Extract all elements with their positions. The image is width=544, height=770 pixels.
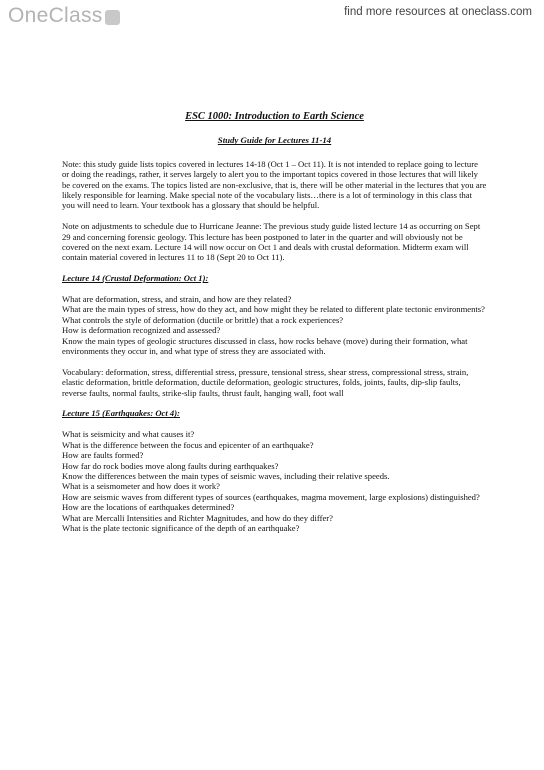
question-item: How are faults formed? [62,450,144,461]
resources-link[interactable]: find more resources at oneclass.com [344,6,532,18]
lecture-14-heading: Lecture 14 (Crustal Deformation: Oct 1): [62,273,209,284]
question-item: Know the main types of geologic structures discussed in class, how rocks behave (move) during their formation, what environments they occur in, and what type of stress they are associated with. [62,335,468,357]
logo-badge-icon [105,10,120,25]
question-item: What is seismicity and what causes it? [62,429,195,440]
document-title: ESC 1000: Introduction to Earth Science [185,111,364,122]
question-item: Know the differences between the main types of seismic waves, including their relative speeds. [62,470,390,481]
site-header [0,0,544,30]
resources-banner [344,6,532,18]
question-item: What is the plate tectonic significance of the depth of an earthquake? [62,522,300,533]
question-item: How is deformation recognized and assessed? [62,325,221,336]
oneclass-logo[interactable] [8,4,120,28]
question-item: What controls the style of deformation (ductile or brittle) that a rock experiences? [62,314,344,325]
lecture-14-questions [62,294,487,356]
schedule-adjustment-note: Note on adjustments to schedule due to Hurricane Jeanne: The previous study guide listed lecture 14 as occurring on Sept 29 and concerning forensic geology. This lecture has been postponed to later in the quarter and will obviously not be covered on the next exam. Lecture 14 will now occur on Oct 1 and deals with crustal deformation. Midterm exam will contain material covered in lectures 11 to 18 (Sept 20 to Oct 11). [62,221,481,263]
intro-note: Note: this study guide lists topics covered in lectures 14-18 (Oct 1 – Oct 11). It is not intended to replace going to lecture or doing the readings, rather, it serves largely to alert you to the important topics covered in those lectures that will likely be covered on the exams. The topics listed are non-exclusive, that is, there will be other material in the lectures that you are likely responsible for learning. Make special note of the vocabulary lists…there is a lot of terminology in this class that you will need to learn. Your textbook has a glossary that should be helpful. [62,158,487,211]
question-item: What is a seismometer and how does it work? [62,481,220,492]
lecture-15-questions [62,429,487,533]
question-item: What are the main types of stress, how do they act, and how might they be related to different plate tectonic environments? [62,304,485,315]
question-item: What are Mercalli Intensities and Richter Magnitudes, and how do they differ? [62,512,333,523]
question-item: What are deformation, stress, and strain, and how are they related? [62,294,292,305]
question-item: How are the locations of earthquakes determined? [62,502,235,513]
lecture-15-heading: Lecture 15 (Earthquakes: Oct 4): [62,408,180,419]
question-item: How far do rock bodies move along faults during earthquakes? [62,460,279,471]
logo-text: OneClass [8,4,103,27]
document-page [62,112,487,544]
question-item: What is the difference between the focus and epicenter of an earthquake? [62,439,314,450]
question-item: How are seismic waves from different types of sources (earthquakes, magma movement, large explosions) distinguished? [62,491,480,502]
lecture-14-vocabulary: Vocabulary: deformation, stress, differential stress, pressure, tensional stress, shear stress, compressional stress, strain, elastic deformation, brittle deformation, ductile deformation, geologic structures, folds, joints, faults, dip-slip faults, reverse faults, normal faults, strike-slip faults, thrust fault, hanging wall, foot wall [62,366,469,398]
document-subtitle: Study Guide for Lectures 11-14 [217,135,332,146]
